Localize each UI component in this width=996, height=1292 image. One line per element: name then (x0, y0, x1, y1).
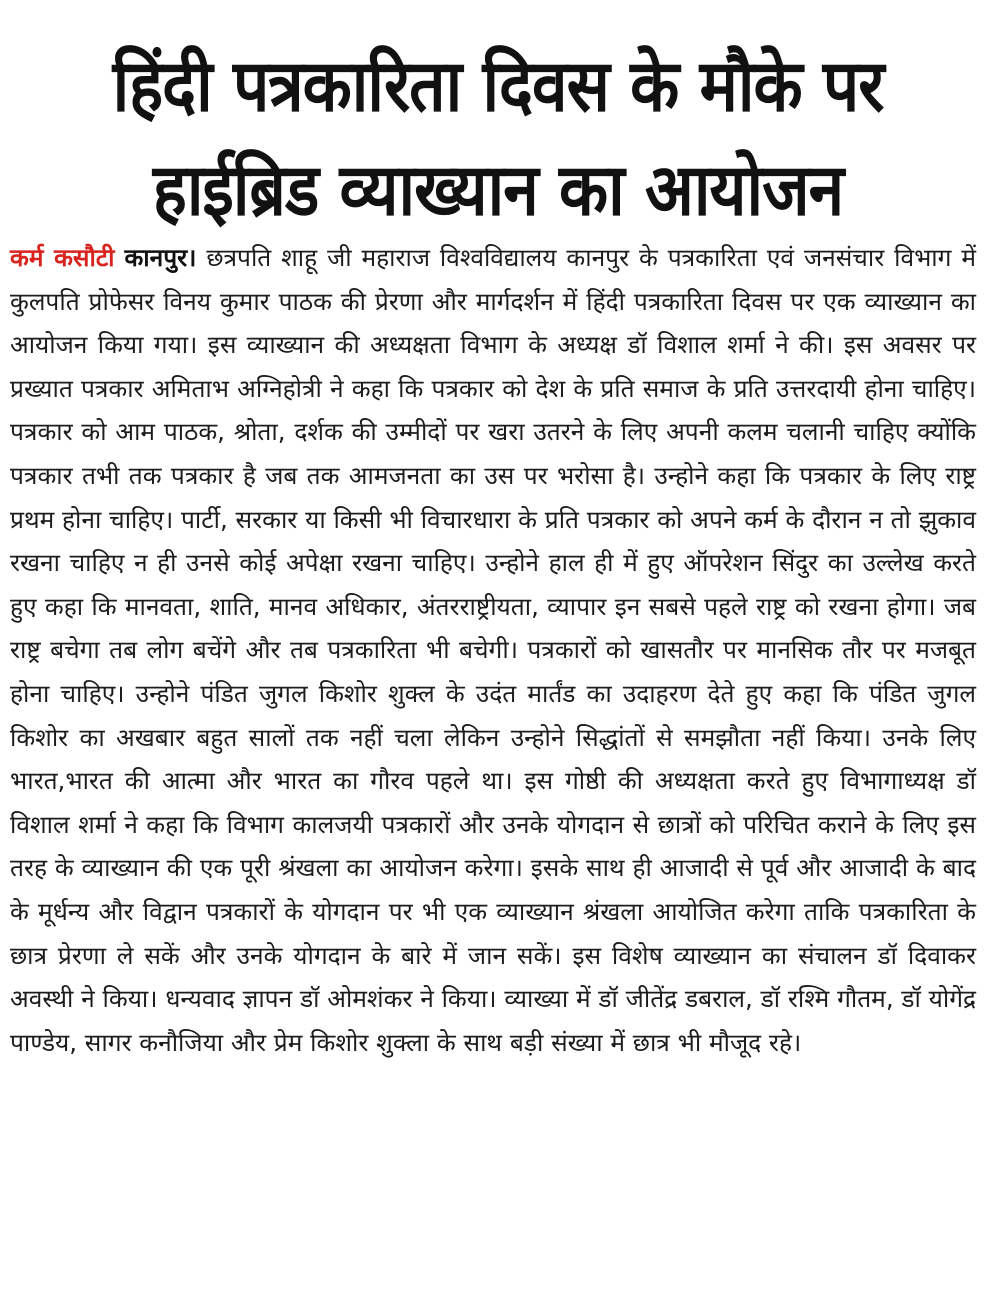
article-dateline: कानपुर। (124, 243, 197, 272)
headline-line-2: हाईब्रिड व्याख्यान का आयोजन (152, 149, 844, 233)
headline-line-1: हिंदी पत्रकारिता दिवस के मौके पर (112, 45, 884, 129)
article-body (10, 236, 976, 1064)
article-text: छत्रपति शाहू जी महाराज विश्वविद्यालय कानपुर के पत्रकारिता एवं जनसंचार विभाग में कुलपति प्रोफेसर विनय कुमार पाठक की प्रेरणा और मार्गदर्शन में हिंदी पत्रकारिता दिवस पर एक व्याख्यान का आयोजन किया गया। इस व्याख्यान की अध्यक्षता विभाग के अध्यक्ष डॉ विशाल शर्मा ने की। इस अवसर पर प्रख्यात पत्रकार अमिताभ अग्निहोत्री ने कहा कि पत्रकार को देश के प्रति समाज के प्रति उत्तरदायी होना चाहिए। पत्रकार को आम पाठक, श्रोता, दर्शक की उम्मीदों पर खरा उतरने के लिए अपनी कलम चलानी चाहिए क्योंकि पत्रकार तभी तक पत्रकार है जब तक आमजनता का उस पर भरोसा है। उन्होने कहा कि पत्रकार के लिए राष्ट्र प्रथम होना चाहिए। पार्टी, सरकार या किसी भी विचारधारा के प्रति पत्रकार को अपने कर्म के दौरान न तो झुकाव रखना चाहिए न ही उनसे कोई अपेक्षा रखना चाहिए। उन्होने हाल ही में हुए ऑपरेशन सिंदुर का उल्लेख करते हुए कहा कि मानवता, शाति, मानव अधिकार, अंतरराष्ट्रीयता, व्यापार इन सबसे पहले राष्ट्र को रखना होगा। जब राष्ट्र बचेगा तब लोग बचेंगे और तब पत्रकारिता भी बचेगी। पत्रकारों को खासतौर पर मानसिक तौर पर मजबूत होना चाहिए। उन्होने पंडित जुगल किशोर शुक्ल के उदंत मार्तंड का उदाहरण देते हुए कहा कि पंडित जुगल किशोर का अखबार बहुत सालों तक नहीं चला लेकिन उन्होने सिद्धांतों से समझौता नहीं किया। उनके लिए भारत,भारत की आत्मा और भारत का गौरव पहले था। इस गोष्ठी की अध्यक्षता करते हुए विभागाध्यक्ष डॉ विशाल शर्मा ने कहा कि विभाग कालजयी पत्रकारों और उनके योगदान से छात्रों को परिचित कराने के लिए इस तरह के व्याख्यान की एक पूरी श्रंखला का आयोजन करेगा। इसके साथ ही आजादी से पूर्व और आजादी के बाद के मूर्धन्य और विद्वान पत्रकारों के योगदान पर भी एक व्याख्यान श्रंखला आयोजित करेगा ताकि पत्रकारिता के छात्र प्रेरणा ले सकें और उनके योगदान के बारे में जान सकें। इस विशेष व्याख्यान का संचालन डॉ दिवाकर अवस्थी ने किया। धन्यवाद ज्ञापन डॉ ओमशंकर ने किया। व्याख्या में डॉ जीतेंद्र डबराल, डॉ रश्मि गौतम, डॉ योगेंद्र पाण्डेय, सागर कनौजिया और प्रेम किशोर शुक्ला के साथ बड़ी संख्या में छात्र भी मौजूद रहे। (10, 243, 976, 1057)
headline (0, 35, 996, 243)
cropped-top-edge (0, 0, 996, 8)
article-source: कर्म कसौटी (10, 243, 115, 272)
